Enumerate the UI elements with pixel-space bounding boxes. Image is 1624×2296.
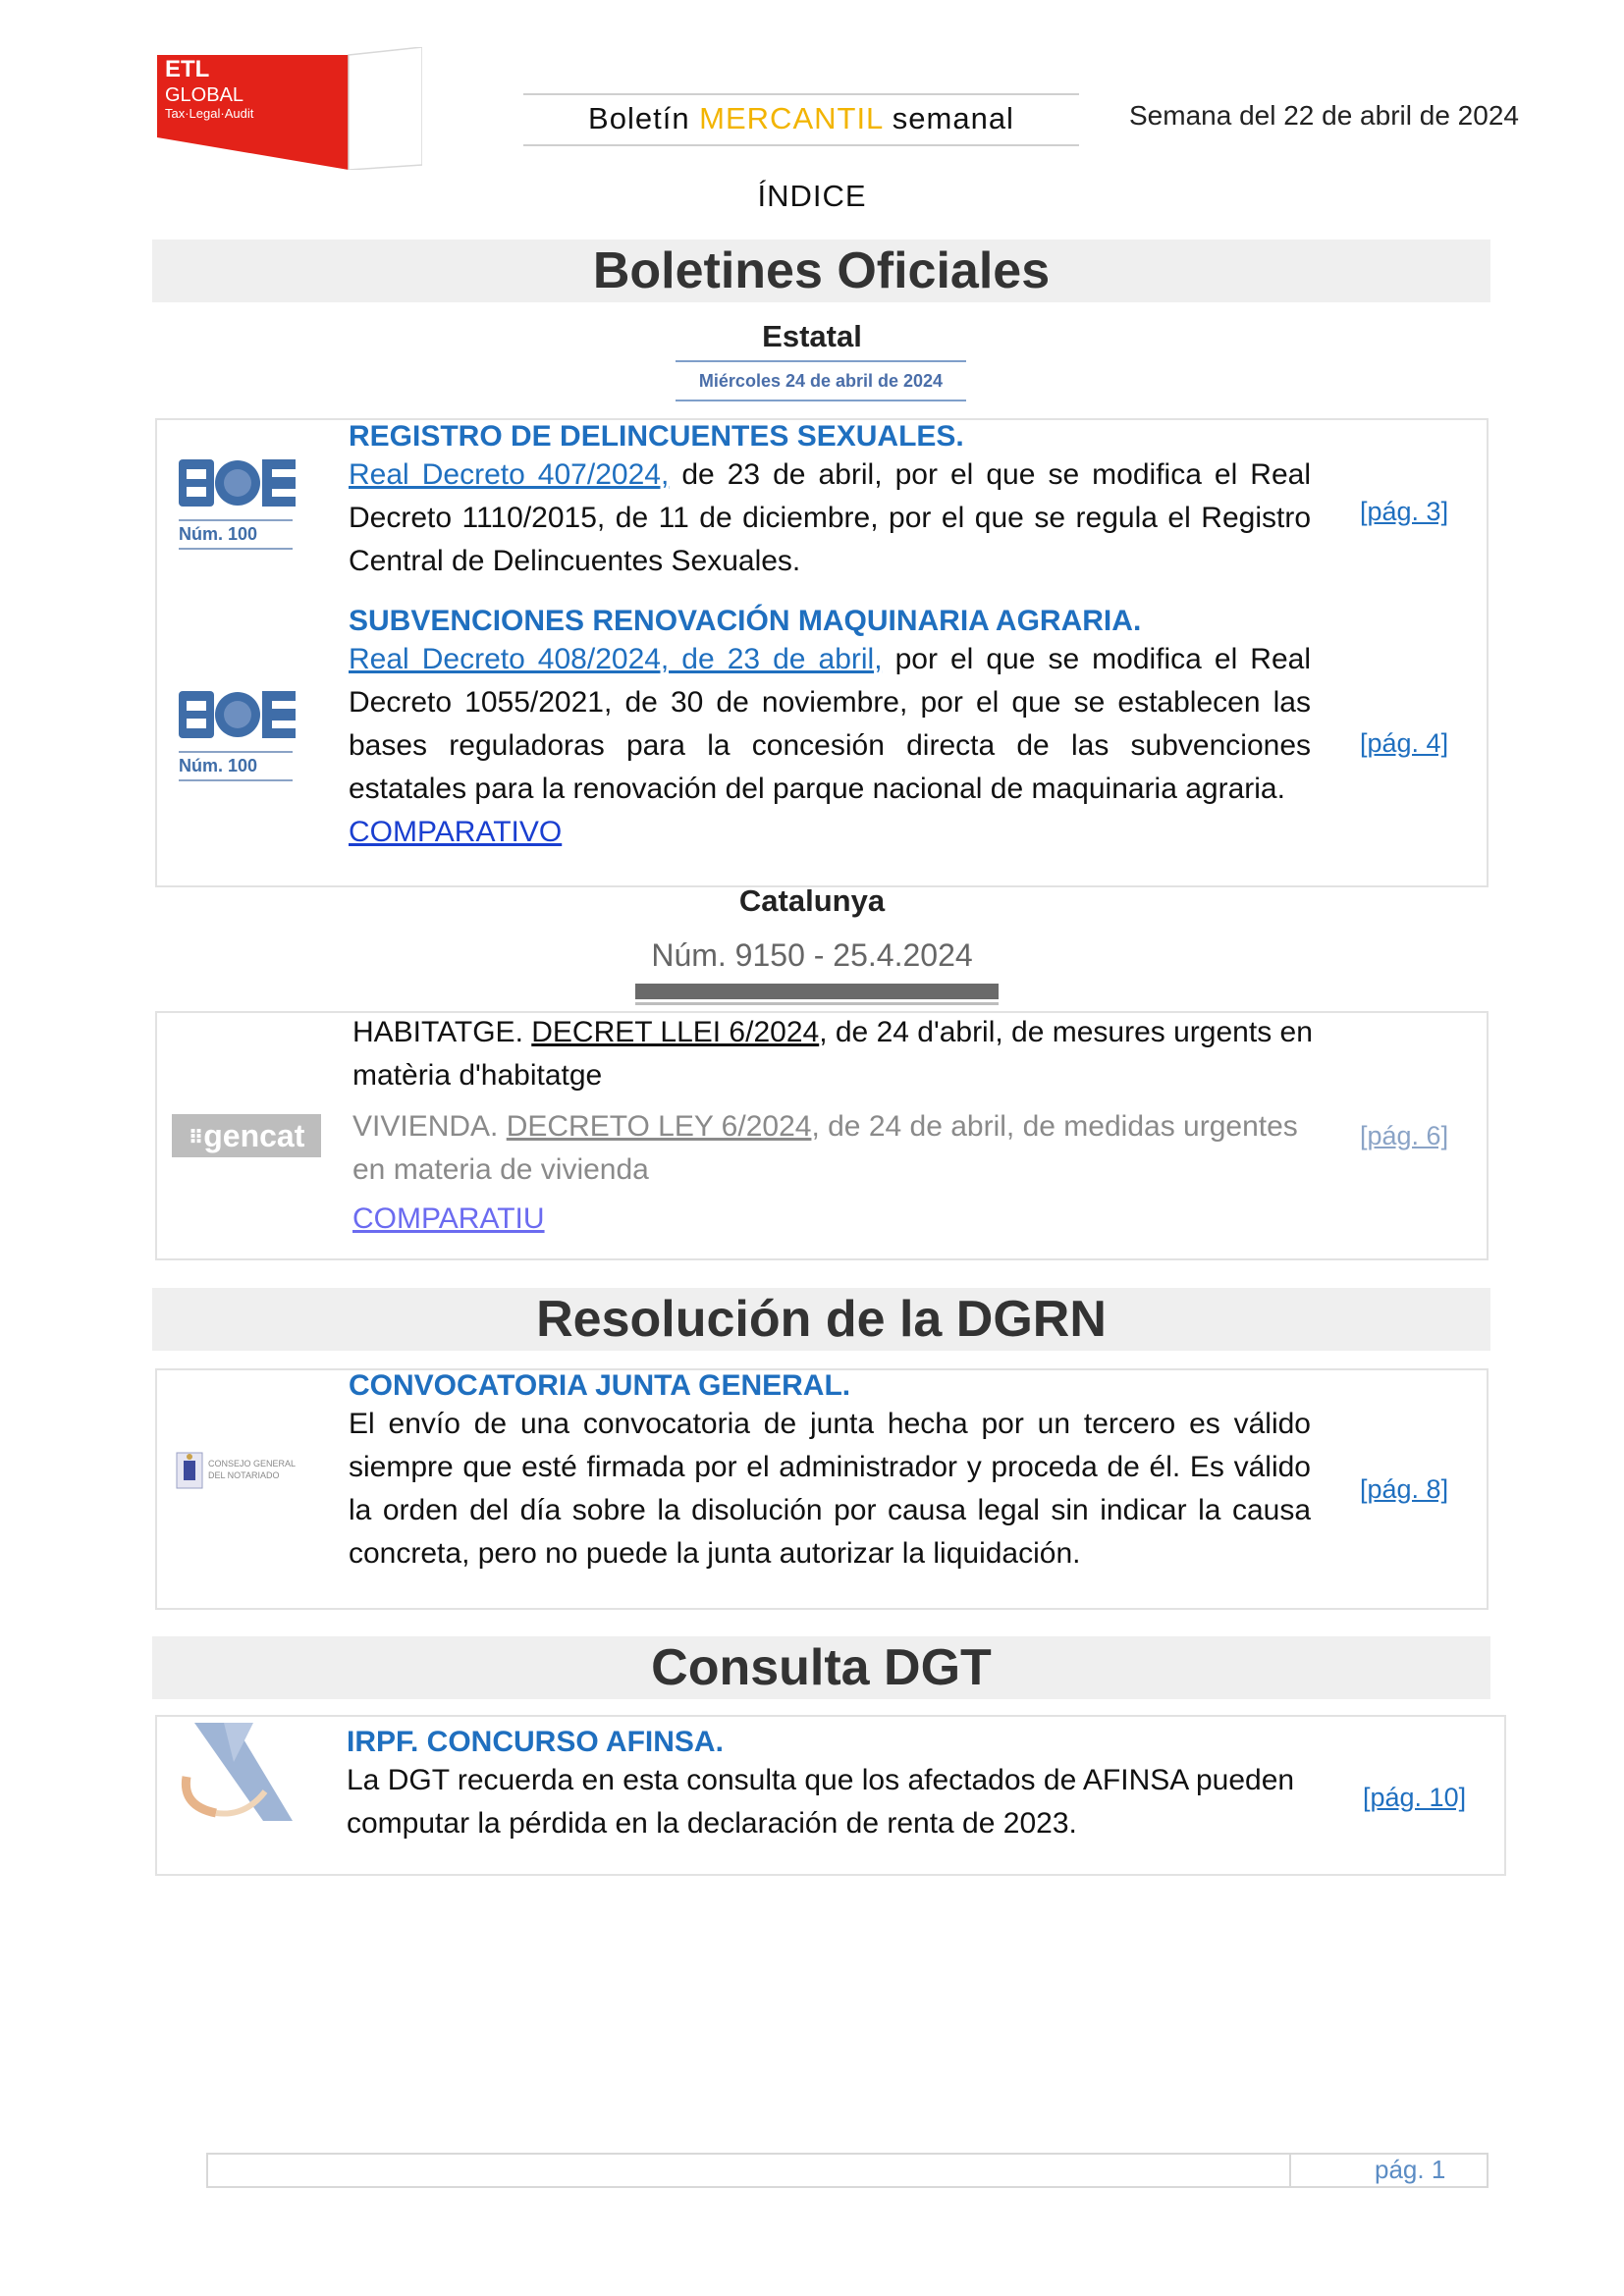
page-6-link[interactable]: [pág. 6] xyxy=(1360,1121,1449,1150)
gencat-mark-icon: ⠿ xyxy=(188,1127,204,1149)
real-decreto-408-link[interactable]: Real Decreto 408/2024, de 23 de abril, xyxy=(349,643,883,675)
gencat-logo xyxy=(172,1114,321,1157)
svg-text:DEL NOTARIADO: DEL NOTARIADO xyxy=(208,1470,280,1480)
item-1-title xyxy=(349,420,1311,454)
title-highlight: MERCANTIL xyxy=(699,101,884,135)
title-part1: Boletín xyxy=(588,101,700,135)
comparatiu-row xyxy=(352,1198,1315,1241)
item-2-title-suffix: . xyxy=(1132,605,1142,637)
svg-text:ETL: ETL xyxy=(165,56,210,82)
item-2-title xyxy=(349,605,1311,638)
dgt-title: IRPF. CONCURSO AFINSA. xyxy=(347,1726,724,1758)
dgt-item xyxy=(347,1726,1319,1845)
ca-text: , de 24 d'abril, de mesures urgents en matèria d'habitatge xyxy=(352,1016,1313,1092)
page-4-link[interactable]: [pág. 4] xyxy=(1360,728,1449,758)
dogc-number: Núm. 9150 - 25.4.2024 xyxy=(651,937,973,973)
dgrn-title: CONVOCATORIA JUNTA GENERAL. xyxy=(349,1369,851,1402)
item-2-title-text: SUBVENCIONES RENOVACIÓN MAQUINARIA AGRARIA xyxy=(349,605,1133,637)
catalunya-item xyxy=(352,1011,1315,1241)
boe-logo-1 xyxy=(179,457,297,550)
estatal-heading: Estatal xyxy=(762,319,862,353)
title-part2: semanal xyxy=(883,101,1014,135)
bulletin-title xyxy=(523,93,1079,146)
index-label: ÍNDICE xyxy=(757,179,867,213)
section-dgt: Consulta DGT xyxy=(152,1636,1490,1699)
section-boletines: Boletines Oficiales xyxy=(152,240,1490,302)
comparativo-link[interactable]: COMPARATIVO xyxy=(349,816,563,848)
svg-text:CONSEJO GENERAL: CONSEJO GENERAL xyxy=(208,1459,297,1468)
item-1-title-suffix: . xyxy=(955,420,964,453)
section-dgrn: Resolución de la DGRN xyxy=(152,1288,1490,1351)
etl-global-logo xyxy=(157,47,422,170)
svg-text:Tax·Legal·Audit: Tax·Legal·Audit xyxy=(165,106,254,121)
footer-divider xyxy=(1289,2153,1291,2188)
boe-number-2: Núm. 100 xyxy=(179,751,293,781)
page-3-link[interactable]: [pág. 3] xyxy=(1360,497,1449,526)
es-text: , de 24 de abril, de medidas urgentes en materia de vivienda xyxy=(352,1110,1298,1186)
catalunya-es-text xyxy=(352,1105,1315,1192)
page-10-link[interactable]: [pág. 10] xyxy=(1363,1783,1467,1812)
item-1-text: de 23 de abril, por el que se modifica el Real Decreto 1110/2015, de 11 de diciembre, por el que se regula el Registro Central de Delincuentes Sexuales. xyxy=(349,458,1311,577)
week-label: Semana del 22 de abril de 2024 xyxy=(1129,100,1519,131)
gencat-logo-text: gencat xyxy=(203,1118,305,1153)
footer-page-number: pág. 1 xyxy=(1375,2155,1446,2184)
item-1-body xyxy=(349,454,1311,583)
comparatiu-link[interactable]: COMPARATIU xyxy=(352,1202,545,1235)
notariado-logo xyxy=(175,1443,317,1502)
svg-text:GLOBAL: GLOBAL xyxy=(165,84,244,106)
item-1-title-text: REGISTRO DE DELINCUENTES SEXUALES xyxy=(349,420,956,453)
real-decreto-407-link[interactable]: Real Decreto 407/2024, xyxy=(349,458,670,491)
footer-box xyxy=(206,2153,1489,2188)
decret-llei-link[interactable]: DECRET LLEI 6/2024 xyxy=(531,1016,820,1048)
dogc-bar xyxy=(635,984,999,999)
estatal-item-2 xyxy=(349,605,1311,854)
item-2-extra xyxy=(349,811,1311,854)
estatal-date: Miércoles 24 de abril de 2024 xyxy=(676,360,966,401)
es-prefix: VIVIENDA. xyxy=(352,1110,507,1143)
catalunya-ca-text xyxy=(352,1011,1315,1097)
dgrn-text: El envío de una convocatoria de junta hecha por un tercero es válido siempre que esté firmada por el administrador y proceda de él. Es válido la orden del día sobre la disolución por causa legal sin indicar la causa concreta, pero no puede la junta autorizar la liquidación. xyxy=(349,1408,1311,1570)
catalunya-heading: Catalunya xyxy=(738,883,886,918)
estatal-item-1 xyxy=(349,420,1311,583)
agencia-tributaria-logo xyxy=(177,1723,299,1821)
dgt-text: La DGT recuerda en esta consulta que los afectados de AFINSA pueden computar la pérdida en la declaración de renta de 2023. xyxy=(347,1764,1295,1840)
item-2-body xyxy=(349,638,1311,811)
dogc-bar-line xyxy=(635,1002,999,1005)
ca-prefix: HABITATGE. xyxy=(352,1016,532,1048)
dgrn-item xyxy=(349,1369,1311,1575)
boe-number-1: Núm. 100 xyxy=(179,519,293,550)
decreto-ley-link[interactable]: DECRETO LEY 6/2024 xyxy=(506,1110,812,1143)
boe-logo-2 xyxy=(179,689,297,781)
page-8-link[interactable]: [pág. 8] xyxy=(1360,1474,1449,1504)
item-2-text: por el que se modifica el Real Decreto 1055/2021, de 30 de noviembre, por el que se establecen las bases reguladoras para la concesión directa de las subvenciones estatales para la renovación del parque nacional de maquinaria agraria. xyxy=(349,643,1311,805)
